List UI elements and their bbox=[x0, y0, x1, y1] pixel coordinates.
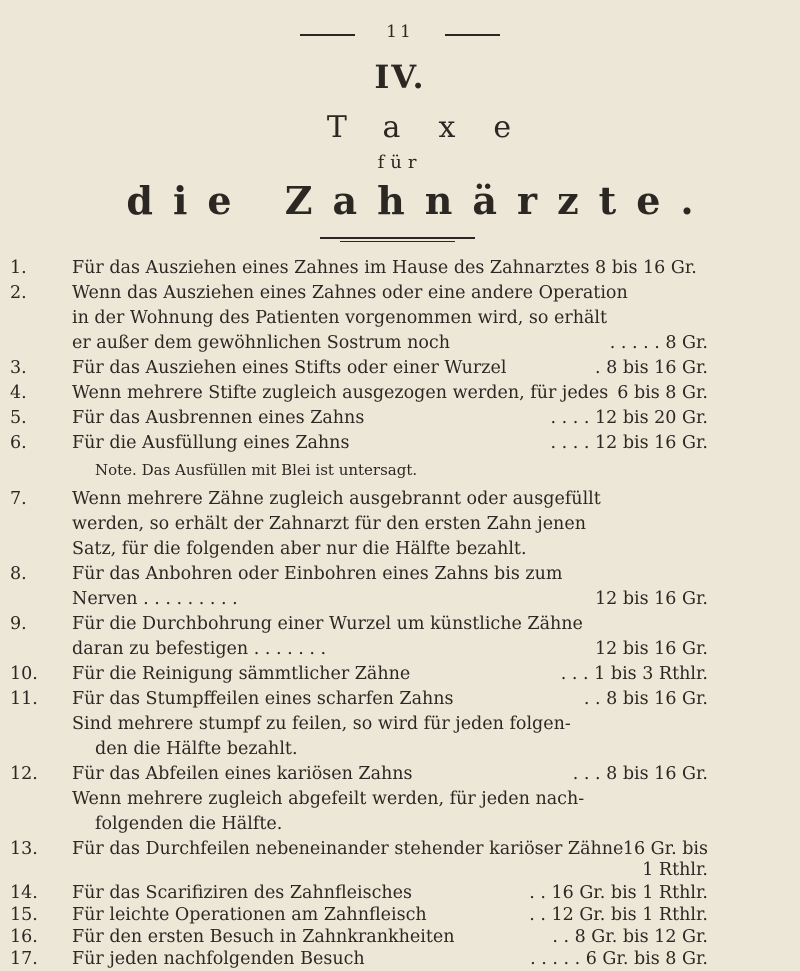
item-text: Für das Ausbrennen eines Zahns bbox=[72, 408, 365, 428]
list-item bbox=[0, 925, 800, 949]
item-rate: . . . . . 6 Gr. bis 8 Gr. bbox=[530, 949, 708, 969]
title-preposition: für bbox=[377, 152, 423, 173]
item-rate: . . . 8 bis 16 Gr. bbox=[572, 764, 708, 784]
item-text: Nerven . . . . . . . . . bbox=[72, 589, 238, 609]
item-text: Für den ersten Besuch in Zahnkrankheiten bbox=[72, 927, 455, 947]
item-text: er außer dem gewöhnlichen Sostrum noch bbox=[72, 333, 450, 353]
item-text: Für das Ausziehen eines Zahnes im Hause des Zahnarztes 8 bis 16 Gr. bbox=[72, 258, 697, 278]
header-rule-right bbox=[445, 34, 500, 36]
list-item bbox=[0, 406, 800, 430]
item-rate: . . 8 Gr. bis 12 Gr. bbox=[552, 927, 708, 947]
item-text: Für die Durchbohrung einer Wurzel um künstliche Zähne bbox=[72, 614, 583, 634]
item-text: folgenden die Hälfte. bbox=[95, 814, 283, 834]
item-rate: . 8 bis 16 Gr. bbox=[595, 358, 708, 378]
list-item bbox=[0, 487, 800, 511]
list-item-continuation bbox=[0, 737, 800, 761]
item-text: Für leichte Operationen am Zahnfleisch bbox=[72, 905, 427, 925]
list-item bbox=[0, 881, 800, 905]
list-item-continuation bbox=[0, 587, 800, 611]
list-item bbox=[0, 356, 800, 380]
note-text: Note. Das Ausfüllen mit Blei ist untersagt. bbox=[95, 461, 418, 479]
item-number: 17. bbox=[10, 949, 38, 969]
item-text: Satz, für die folgenden aber nur die Hälfte bezahlt. bbox=[72, 539, 527, 559]
list-item-continuation bbox=[0, 512, 800, 536]
list-item-continuation bbox=[0, 306, 800, 330]
item-number: 10. bbox=[10, 664, 38, 684]
item-number: 1. bbox=[10, 258, 27, 278]
item-number: 12. bbox=[10, 764, 38, 784]
item-text: daran zu befestigen . . . . . . . bbox=[72, 639, 327, 659]
item-rate: 12 bis 16 Gr. bbox=[595, 639, 708, 659]
item-text: Für das Abfeilen eines kariösen Zahns bbox=[72, 764, 413, 784]
item-text: Sind mehrere stumpf zu feilen, so wird für jeden folgen- bbox=[72, 714, 571, 734]
item-number: 3. bbox=[10, 358, 27, 378]
item-text: Für das Ausziehen eines Stifts oder einer Wurzel bbox=[72, 358, 507, 378]
section-number: IV. bbox=[374, 58, 426, 96]
item-text: Für die Reinigung sämmtlicher Zähne bbox=[72, 664, 411, 684]
item-number: 14. bbox=[10, 883, 38, 903]
item-text: in der Wohnung des Patienten vorgenommen wird, so erhält bbox=[72, 308, 608, 328]
title-word: Taxe bbox=[326, 110, 550, 145]
item-rate: 16 Gr. bis bbox=[622, 839, 708, 859]
item-text: werden, so erhält der Zahnarzt für den ersten Zahn jenen bbox=[72, 514, 586, 534]
item-number: 2. bbox=[10, 283, 27, 303]
item-number: 8. bbox=[10, 564, 27, 584]
item-rate: . . . . . 8 Gr. bbox=[609, 333, 708, 353]
item-rate: 12 bis 16 Gr. bbox=[595, 589, 708, 609]
title-divider bbox=[320, 237, 475, 239]
item-rate: . . . . 12 bis 20 Gr. bbox=[550, 408, 708, 428]
list-item bbox=[0, 612, 800, 636]
item-rate: . . 16 Gr. bis 1 Rthlr. bbox=[529, 883, 708, 903]
list-item bbox=[0, 256, 800, 280]
note bbox=[0, 458, 800, 482]
item-number: 11. bbox=[10, 689, 38, 709]
item-number: 4. bbox=[10, 383, 27, 403]
list-item bbox=[0, 903, 800, 927]
page-number: 11 bbox=[386, 22, 414, 42]
item-rate: 6 bis 8 Gr. bbox=[617, 383, 708, 403]
item-text: Wenn das Ausziehen eines Zahnes oder eine andere Operation bbox=[72, 283, 628, 303]
item-rate: 1 Rthlr. bbox=[642, 860, 708, 880]
item-text: Für jeden nachfolgenden Besuch bbox=[72, 949, 365, 969]
list-item-continuation bbox=[0, 331, 800, 355]
list-item bbox=[0, 562, 800, 586]
list-item bbox=[0, 947, 800, 971]
item-number: 7. bbox=[10, 489, 27, 509]
item-number: 13. bbox=[10, 839, 38, 859]
item-rate: . . . . 12 bis 16 Gr. bbox=[550, 433, 708, 453]
title-subject: die Zahnärzte. bbox=[126, 178, 714, 223]
item-number: 16. bbox=[10, 927, 38, 947]
item-number: 5. bbox=[10, 408, 27, 428]
list-item-continuation bbox=[0, 812, 800, 836]
item-text: Für das Scarifiziren des Zahnfleisches bbox=[72, 883, 413, 903]
item-number: 6. bbox=[10, 433, 27, 453]
item-text: Wenn mehrere Stifte zugleich ausgezogen werden, für jedes bbox=[72, 383, 609, 403]
list-item-continuation bbox=[0, 787, 800, 811]
list-item bbox=[0, 431, 800, 455]
item-rate: . . . 1 bis 3 Rthlr. bbox=[560, 664, 708, 684]
item-number: 9. bbox=[10, 614, 27, 634]
list-item-continuation bbox=[0, 637, 800, 661]
list-item bbox=[0, 281, 800, 305]
list-item-continuation bbox=[0, 712, 800, 736]
list-item bbox=[0, 662, 800, 686]
item-text: den die Hälfte bezahlt. bbox=[95, 739, 298, 759]
item-text: Für das Durchfeilen nebeneinander stehender kariöser Zähne bbox=[72, 839, 624, 859]
item-text: Für das Stumpffeilen eines scharfen Zahns bbox=[72, 689, 454, 709]
item-number: 15. bbox=[10, 905, 38, 925]
list-item bbox=[0, 762, 800, 786]
item-rate: . . 8 bis 16 Gr. bbox=[583, 689, 708, 709]
item-text: Für das Anbohren oder Einbohren eines Zahns bis zum bbox=[72, 564, 563, 584]
item-text: Wenn mehrere Zähne zugleich ausgebrannt oder ausgefüllt bbox=[72, 489, 601, 509]
item-rate: . . 12 Gr. bis 1 Rthlr. bbox=[529, 905, 708, 925]
list-item bbox=[0, 687, 800, 711]
title-divider-thin bbox=[340, 241, 455, 242]
list-item bbox=[0, 381, 800, 405]
list-item-continuation bbox=[0, 537, 800, 561]
item-text: Wenn mehrere zugleich abgefeilt werden, für jeden nach- bbox=[72, 789, 585, 809]
list-item-continuation bbox=[0, 858, 800, 882]
item-text: Für die Ausfüllung eines Zahns bbox=[72, 433, 350, 453]
